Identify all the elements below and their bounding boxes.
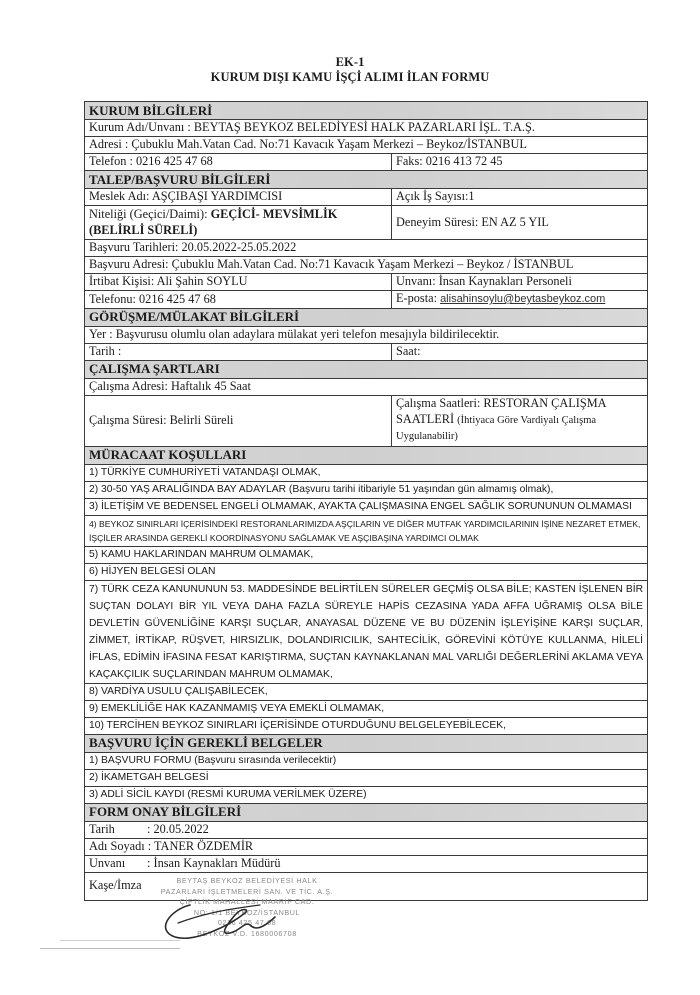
document-title: KURUM DIŞI KAMU İŞÇİ ALIMI İLAN FORMU — [210, 70, 490, 84]
condition-item: 2) 30-50 YAŞ ARALIĞINDA BAY ADAYLAR (Başvuru tarihi itibariyle 51 yaşından gün almamış olmak), — [85, 481, 648, 498]
document-item: 2) İKAMETGAH BELGESİ — [85, 769, 648, 786]
work-hours-line1: Çalışma Saatleri: RESTORAN ÇALIŞMA — [396, 396, 607, 411]
condition-item: 1) TÜRKİYE CUMHURİYETİ VATANDAŞI OLMAK, — [85, 464, 648, 481]
kurum-phone: Telefon : 0216 425 47 68 — [85, 154, 392, 171]
section-mulakat-title: GÖRÜŞME/MÜLAKAT BİLGİLERİ — [85, 308, 648, 326]
condition-item: 4) BEYKOZ SINIRLARI İÇERİSİNDEKİ RESTORANLARIMIZDA AŞÇILARIN VE DİĞER MUTFAK YARDIMCILARININ İŞİNE NEZARET ETMEK, İŞÇİLER ARASINDA GEREKLİ KOORDİNASYONU SAĞLAMAK VE AŞÇIBAŞINA YARDIMCI OLMAK — [85, 515, 648, 546]
section-onay-title: FORM ONAY BİLGİLERİ — [85, 803, 648, 821]
email-label: E-posta: — [396, 291, 441, 305]
stamp-line: ÇİFTLİK MAHALLESİ MAARİF CAD. — [179, 897, 315, 907]
nature-label: Niteliği (Geçici/Daimi): — [89, 207, 211, 221]
kurum-fax: Faks: 0216 413 72 45 — [392, 154, 648, 171]
condition-item: 5) KAMU HAKLARINDAN MAHRUM OLMAMAK, — [85, 546, 648, 563]
annex-label: EK-1 — [335, 55, 365, 69]
contact-title: Unvanı: İnsan Kaynakları Personeli — [392, 274, 648, 291]
approval-date-label: Tarih — [89, 821, 115, 836]
nature — [85, 206, 392, 240]
document-header — [0, 55, 700, 85]
stamp-line: BEYKOZ V.D. 1680006708 — [197, 928, 297, 938]
contact-person: İrtibat Kişisi: Ali Şahin SOYLU — [85, 274, 392, 291]
document-item: 3) ADLİ SİCİL KAYDI (RESMİ KURUMA VERİLMEK ÜZERE) — [85, 786, 648, 803]
approval-date-value: : 20.05.2022 — [147, 821, 209, 836]
interview-date: Tarih : — [85, 343, 392, 360]
approval-title-label: Unvanı — [89, 855, 126, 870]
application-address: Başvuru Adresi: Çubuklu Mah.Vatan Cad. No:71 Kavacık Yaşam Merkezi – Beykoz / İSTANBUL — [85, 257, 648, 274]
stamp-label: Kaşe/İmza — [89, 878, 142, 893]
scan-artifact — [60, 940, 180, 941]
document-item: 1) BAŞVURU FORMU (Başvuru sırasında verilecektir) — [85, 752, 648, 769]
work-hours-line2: SAATLERİ — [396, 411, 455, 426]
condition-item: 7) TÜRK CEZA KANUNUNUN 53. MADDESİNDE BELİRTİLEN SÜRELER GEÇMİŞ OLSA BİLE; KASTEN İŞLENEN BİR SUÇTAN DOLAYI BİR YIL VEYA DAHA FAZLA SÜREYLE HAPİS CEZASINA YADA AFFA UĞRAMIŞ OLSA BİLE DEVLETİN GÜVENLİĞİNE KARŞI SUÇLAR, ANAYASAL DÜZENE VE BU DÜZENİN İŞLEYİŞİNE KARŞI SUÇLAR, ZİMMET, İRTİKAP, RÜŞVET, HIRSIZLIK, DOLANDIRICILIK, SAHTECİLİK, GÖREVİNİ KÖTÜYE KULLANMA, HİLELİ İFLAS, EDİMİN İFASINA FESAT KARIŞTIRMA, SUÇTAN KAYNAKLANAN MAL VARLIĞI DEĞERLERİNİ AKLAMA VEYA KAÇAKÇILIK SUÇLARINDAN MAHRUM OLMAMAK, — [85, 580, 648, 683]
stamp-line: BEYTAŞ BEYKOZ BELEDİYESİ HALK — [176, 876, 318, 885]
contact-email — [392, 291, 648, 309]
experience: Deneyim Süresi: EN AZ 5 YIL — [392, 206, 648, 240]
approval-name-label: Adı Soyadı — [89, 838, 145, 853]
work-hours — [392, 395, 648, 446]
approval-title — [85, 855, 648, 872]
condition-item: 10) TERCİHEN BEYKOZ SINIRLARI İÇERİSİNDE OTURDUĞUNU BELGELEYEBİLECEK, — [85, 717, 648, 734]
stamp-line: 0216 425 47 68 — [217, 918, 277, 928]
section-kosullar-title: MÜRACAAT KOŞULLARI — [85, 446, 648, 464]
scan-artifact — [40, 948, 180, 949]
condition-item: 6) HİJYEN BELGESİ OLAN — [85, 563, 648, 580]
stamp-line: PAZARLARI İŞLETMELERİ SAN. VE TİC. A.Ş. — [160, 886, 334, 896]
profession: Meslek Adı: AŞÇIBAŞI YARDIMCISI — [85, 189, 392, 206]
nature-value: GEÇİCİ- MEVSİMLİK (BELİRLİ SÜRELİ) — [89, 207, 338, 237]
application-dates: Başvuru Tarihleri: 20.05.2022-25.05.2022 — [85, 240, 648, 257]
condition-item: 3) İLETİŞİM VE BEDENSEL ENGELİ OLMAMAK, AYAKTA ÇALIŞMASINA ENGEL SAĞLIK SORUNUNUN OLMAMASI — [85, 498, 648, 515]
kurum-address: Adresi : Çubuklu Mah.Vatan Cad. No:71 Kavacık Yaşam Merkezi – Beykoz/İSTANBUL — [85, 137, 648, 154]
approval-name-value: : TANER ÖZDEMİR — [147, 838, 254, 853]
work-duration: Çalışma Süresi: Belirli Süreli — [85, 395, 392, 446]
signature-icon — [150, 895, 300, 945]
section-belgeler-title: BAŞVURU İÇİN GEREKLİ BELGELER — [85, 734, 648, 752]
section-talep-title: TALEP/BAŞVURU BİLGİLERİ — [85, 171, 648, 189]
open-positions: Açık İş Sayısı:1 — [392, 189, 648, 206]
interview-place: Yer : Başvurusu olumlu olan adaylara mülakat yeri telefon mesajıyla bildirilecektir. — [85, 326, 648, 343]
section-calisma-title: ÇALIŞMA ŞARTLARI — [85, 360, 648, 378]
kurum-name: Kurum Adı/Unvanı : BEYTAŞ BEYKOZ BELEDİYESİ HALK PAZARLARI İŞL. T.A.Ş. — [85, 120, 648, 137]
work-hours-note: (İhtiyaca Göre Vardiyalı Çalışma Uygulanabilir) — [396, 414, 597, 443]
interview-time: Saat: — [392, 343, 648, 360]
contact-phone: Telefonu: 0216 425 47 68 — [85, 291, 392, 309]
section-kurum-title: KURUM BİLGİLERİ — [85, 102, 648, 120]
condition-item: 8) VARDİYA USULU ÇALIŞABİLECEK, — [85, 683, 648, 700]
email-link[interactable]: alisahinsoylu@beytasbeykoz.com — [440, 293, 606, 305]
condition-item: 9) EMEKLİLİĞE HAK KAZANMAMIŞ VEYA EMEKLİ OLMAMAK, — [85, 700, 648, 717]
stamp-line: NO: 1/1 BEYKOZ/İSTANBUL — [193, 907, 301, 917]
approval-title-value: : İnsan Kaynakları Müdürü — [147, 855, 281, 870]
work-address: Çalışma Adresi: Haftalık 45 Saat — [85, 378, 648, 395]
approval-date — [85, 821, 648, 838]
job-posting-form — [84, 101, 648, 901]
approval-name — [85, 838, 648, 855]
